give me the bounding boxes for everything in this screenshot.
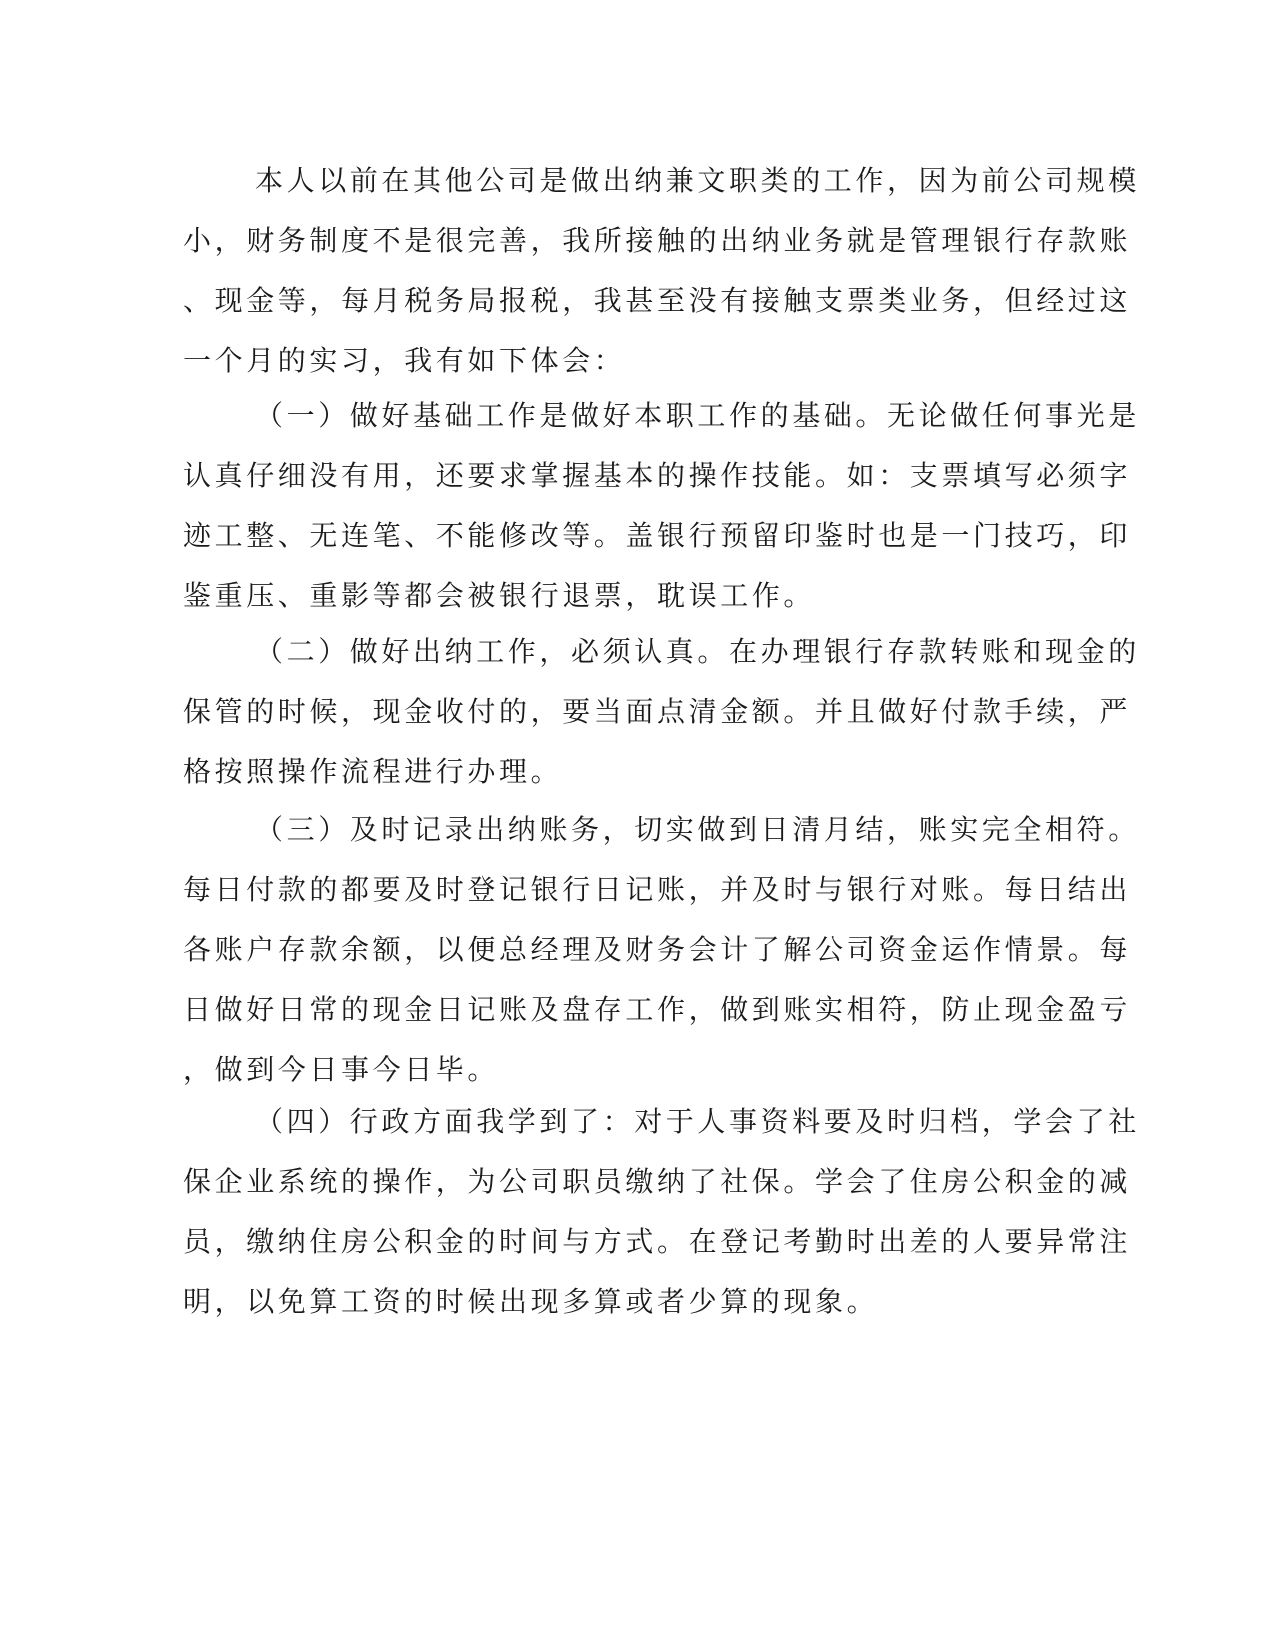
- paragraph-line: 一个月的实习，我有如下体会：: [183, 344, 626, 377]
- paragraph-line: 各账户存款余额，以便总经理及财务会计了解公司资金运作情景。每: [183, 933, 1132, 966]
- paragraph-line: 、现金等，每月税务局报税，我甚至没有接触支票类业务，但经过这: [183, 284, 1132, 317]
- paragraph-line: 认真仔细没有用，还要求掌握基本的操作技能。如：支票填写必须字: [183, 459, 1132, 492]
- paragraph-section-2: [183, 622, 1140, 802]
- paragraph-line: 员，缴纳住房公积金的时间与方式。在登记考勤时出差的人要异常注: [183, 1225, 1132, 1258]
- paragraph-line: （一）做好基础工作是做好本职工作的基础。无论做任何事光是: [255, 399, 1140, 432]
- paragraph-line: 每日付款的都要及时登记银行日记账，并及时与银行对账。每日结出: [183, 873, 1132, 906]
- paragraph-line: 日做好日常的现金日记账及盘存工作，做到账实相符，防止现金盈亏: [183, 993, 1132, 1026]
- paragraph-line: 本人以前在其他公司是做出纳兼文职类的工作，因为前公司规模: [255, 164, 1140, 197]
- paragraph-line: （二）做好出纳工作，必须认真。在办理银行存款转账和现金的: [255, 635, 1140, 668]
- paragraph-line: 鉴重压、重影等都会被银行退票，耽误工作。: [183, 579, 816, 612]
- paragraph-line: 格按照操作流程进行办理。: [183, 755, 563, 788]
- paragraph-section-3: [183, 800, 1140, 1100]
- paragraph-line: 明，以免算工资的时候出现多算或者少算的现象。: [183, 1285, 879, 1318]
- paragraph-line: 保管的时候，现金收付的，要当面点清金额。并且做好付款手续，严: [183, 695, 1132, 728]
- paragraph-section-4: [183, 1092, 1140, 1332]
- paragraph-section-1: [183, 386, 1140, 626]
- paragraph-line: 保企业系统的操作，为公司职员缴纳了社保。学会了住房公积金的减: [183, 1165, 1132, 1198]
- paragraph-line: （四）行政方面我学到了：对于人事资料要及时归档，学会了社: [255, 1105, 1140, 1138]
- paragraph-line: 小，财务制度不是很完善，我所接触的出纳业务就是管理银行存款账: [183, 224, 1132, 257]
- paragraph-line: ，做到今日事今日毕。: [183, 1053, 500, 1086]
- paragraph-intro: [183, 151, 1140, 391]
- paragraph-line: 迹工整、无连笔、不能修改等。盖银行预留印鉴时也是一门技巧，印: [183, 519, 1132, 552]
- paragraph-line: （三）及时记录出纳账务，切实做到日清月结，账实完全相符。: [255, 813, 1140, 846]
